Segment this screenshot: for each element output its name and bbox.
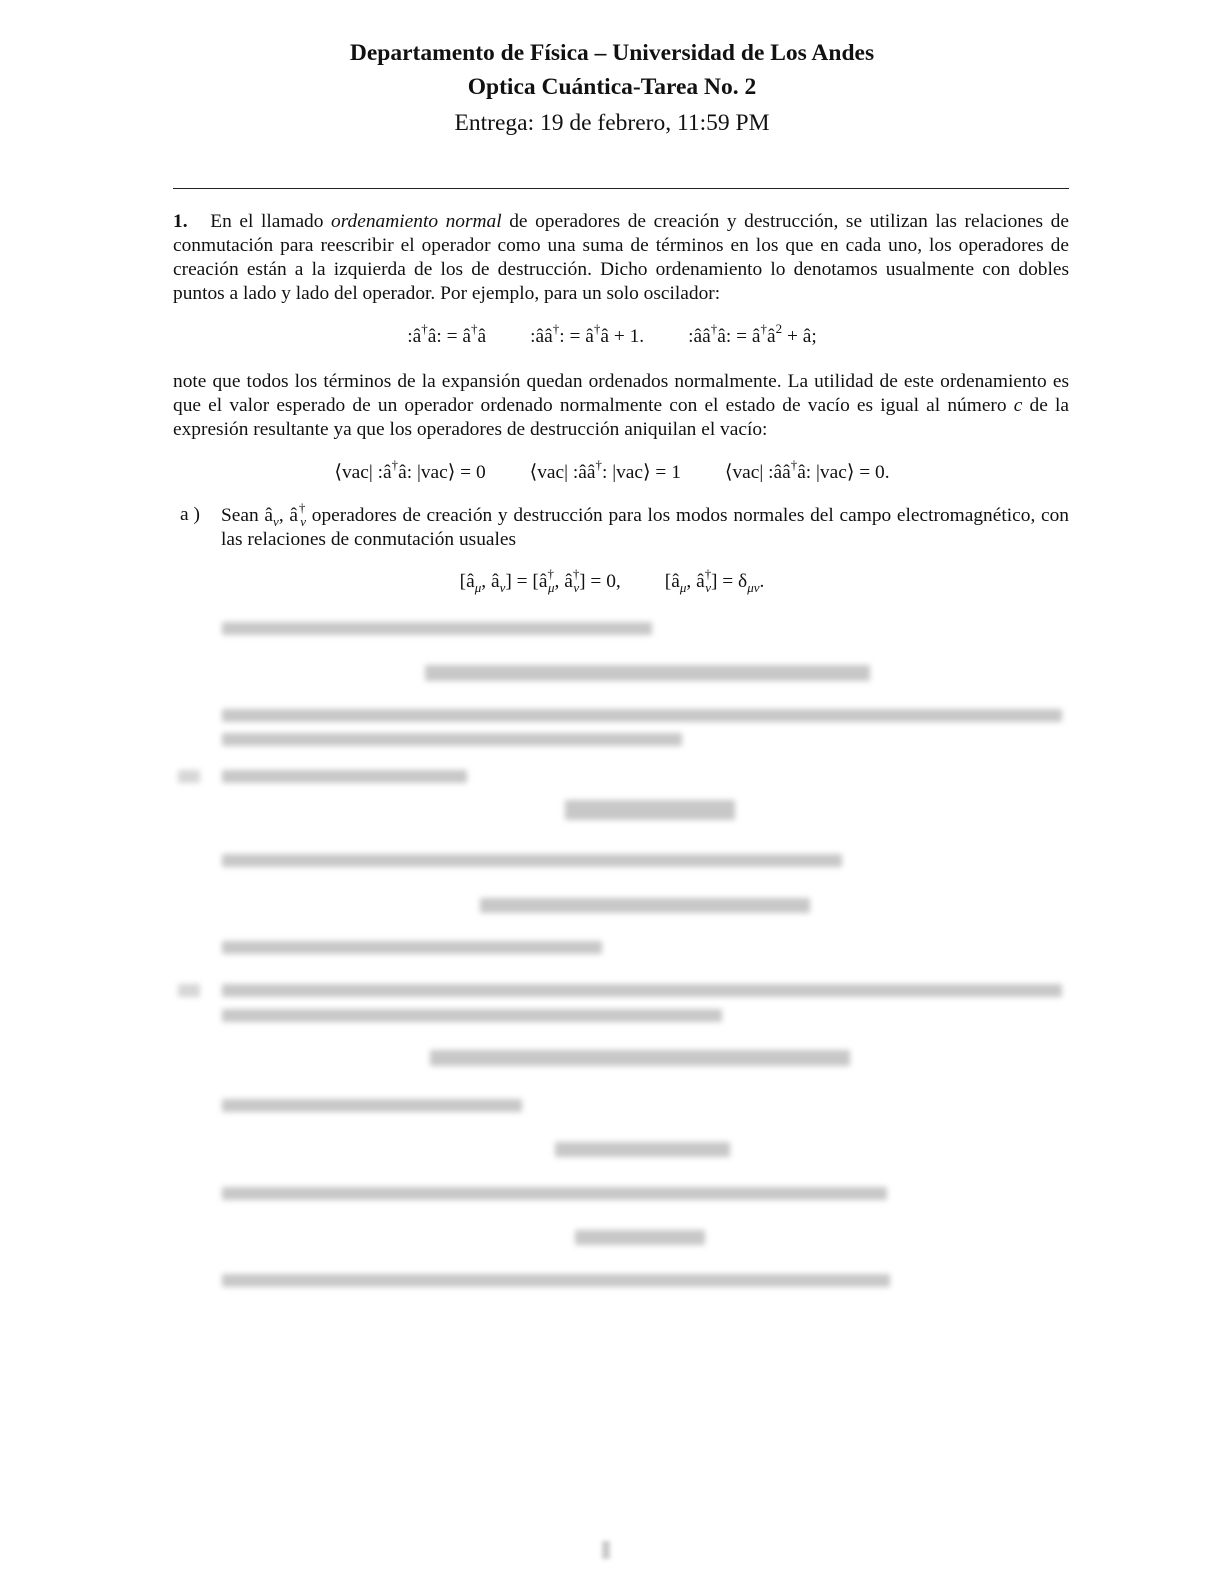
blurred-equation [425,665,870,681]
math-text: ⟨vac| :â [529,462,587,483]
math-operator: $â_\nu$ [490,571,506,595]
math-text: â + 1. [600,326,645,347]
page-number-blurred [602,1541,610,1559]
math-text: â [477,326,487,347]
math-text: :â [530,326,545,347]
math-operator: â† [782,457,798,483]
math-text: , [686,571,697,592]
blurred-equation [555,1142,730,1157]
math-text: â: |vac⟩ = 0. [797,462,890,483]
part-a-text-start: Sean [221,505,265,526]
math-text: + â; [782,326,817,347]
math-text: ] = δ [710,571,748,592]
blurred-line [222,941,602,954]
math-text: , [554,571,565,592]
department-title: Departamento de Física – Universidad de Los Andes [349,40,875,66]
math-operator: â† [585,321,601,347]
math-operator: â† [544,321,560,347]
part-a-text-rest: operadores de creación y destrucción para los modos normales del campo electromagnético, con las relaciones de conmutación usuales [221,505,1070,550]
math-operator: â† [586,457,602,483]
math-operator: $â^\dagger_\nu$ [564,566,580,595]
due-date: Entrega: 19 de febrero, 11:59 PM [454,110,770,136]
math-text: [ [459,571,467,592]
math-text: . [759,571,765,592]
blurred-line [222,984,1062,997]
math-text: â: = [427,326,463,347]
math-text: : = [559,326,586,347]
intro-text: En el llamado [210,211,332,232]
math-text: â: |vac⟩ = 0 [398,462,486,483]
math-operator: â† [383,457,399,483]
blurred-equation [480,898,810,913]
equation-commutation-relations [0,566,1224,595]
math-operator: $â^\dagger_\mu$ [538,566,555,595]
math-text: [ [664,571,672,592]
problem-1-paragraph-2 [173,370,1069,442]
math-text: ⟨vac| :â [724,462,783,483]
problem-number: 1. [173,211,188,232]
math-text: , [481,571,491,592]
math-operator: $â_\mu$ [671,571,687,595]
part-c-label-blurred [178,984,200,997]
intro-text-rest: de operadores de creación y destrucción, se utilizan las relaciones de conmutación para reescribir el operador como una suma de términos en los que en cada uno, los operadores de creación están a la izquierda de los de destrucción. Dicho ordenamiento lo denotamos usualmente con dobles puntos a lado y lado del operador. Por ejemplo, para un solo oscilador: [173,211,1069,304]
math-operator: â† [412,321,428,347]
blurred-equation [575,1230,705,1245]
blurred-line [222,770,467,783]
blurred-line [222,733,682,746]
math-text: : [407,326,413,347]
blurred-line [222,1187,887,1200]
math-text: ⟨vac| : [334,462,384,483]
header-rule [173,188,1069,189]
math-operator: $â_\nu$ [264,505,279,529]
para2-text-rest: de la expresión resultante ya que los operadores de destrucción aniquilan el vacío: [173,395,1069,440]
blurred-line [222,1009,722,1022]
math-operator: $â^\dagger_\nu$ [289,500,307,529]
math-text: ] = [ [505,571,539,592]
math-operator: μν [747,580,760,595]
blurred-line [222,622,652,635]
blurred-line [222,1274,890,1287]
part-b-label-blurred [178,770,200,783]
para2-variable: c [1013,395,1023,416]
part-a-text [221,500,1070,552]
math-operator: â† [702,321,718,347]
math-operator: â† [462,321,478,347]
math-operator: â† [751,321,767,347]
math-operator: $â_\mu$ [466,571,482,595]
equation-vacuum-expectations [0,457,1224,484]
intro-emphasis: ordenamiento normal [331,211,502,232]
problem-1-intro [173,210,1069,306]
math-operator: $â^2$ [766,321,783,347]
blurred-equation [430,1050,850,1066]
math-text: â: = [717,326,752,347]
equation-normal-ordering-examples [0,321,1224,348]
part-a-operators [264,500,307,529]
math-operator: $â^\dagger_\nu$ [696,566,712,595]
math-text: : |vac⟩ = 1 [601,462,681,483]
part-a-label: a ) [180,504,200,525]
blurred-equation [565,800,735,820]
blurred-line [222,1099,522,1112]
blurred-line [222,854,842,867]
math-text: ] = 0, [579,571,621,592]
math-text: , [278,505,290,526]
para2-text: note que todos los términos de la expansión quedan ordenados normalmente. La utilidad de este ordenamiento es que el valor esperado de un operador ordenado normalmente con el estado de vacío es igual al número [173,371,1069,416]
math-text: :â [688,326,703,347]
assignment-title: Optica Cuántica-Tarea No. 2 [467,74,757,100]
blurred-line [222,709,1062,722]
